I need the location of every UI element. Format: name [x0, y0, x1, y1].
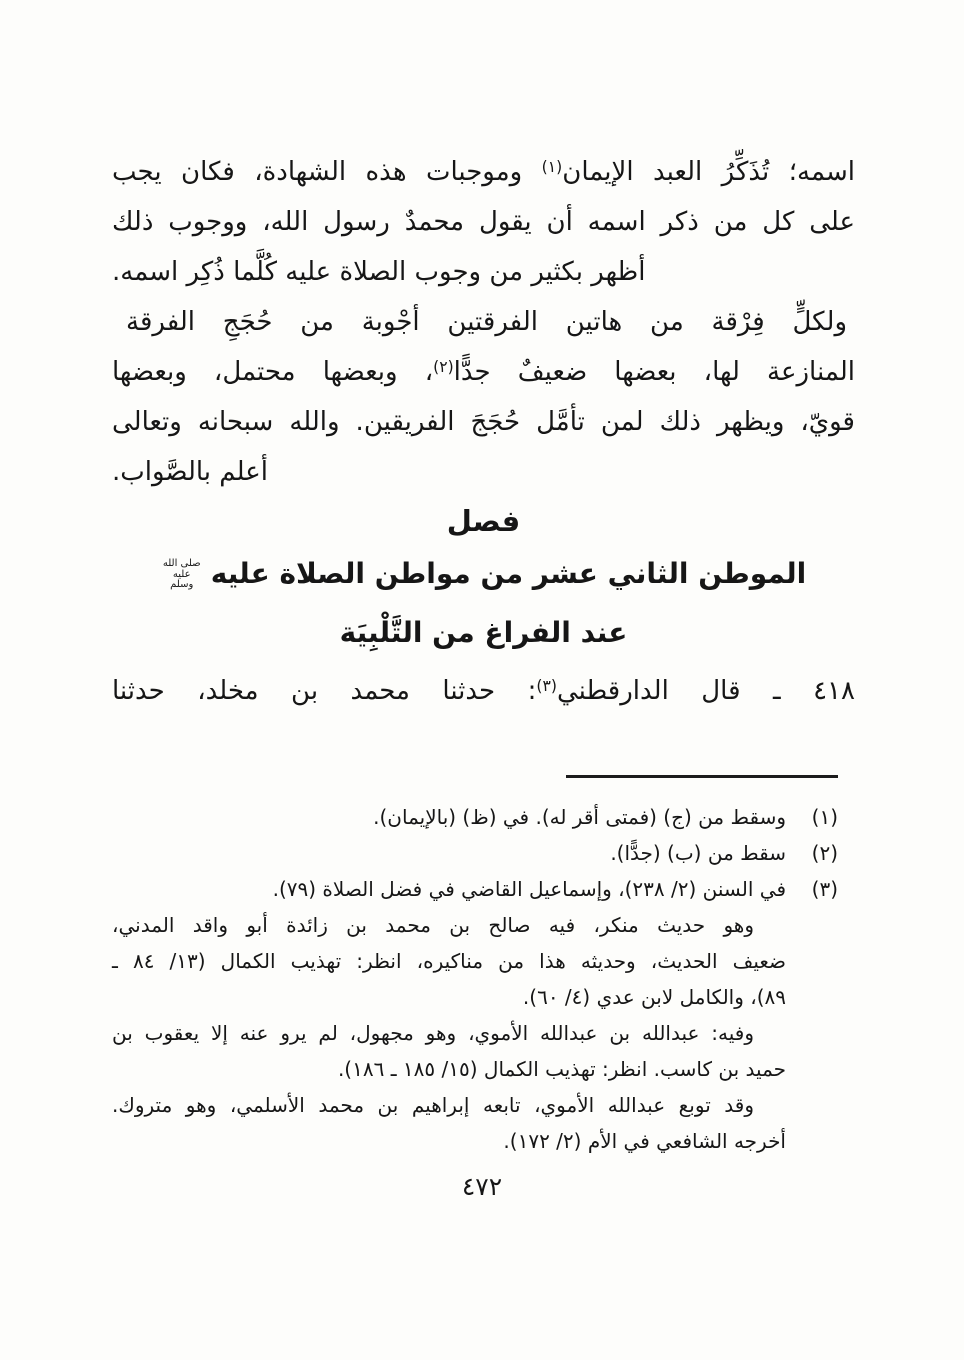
text-line: أعلم بالصَّواب. [112, 457, 268, 487]
footnote-number: (٢) [811, 841, 838, 865]
main-text [112, 147, 855, 719]
text-line: ولكلٍّ فِرْقة من هاتين الفرقتين أجْوبة من حُجَجِ الفرقة [126, 307, 847, 337]
text-line: ٨٩)، والكامل لابن عدي (٤/ ٦٠). [522, 985, 786, 1009]
footnote-text: سقط من (ب) (جدًّا). [610, 841, 786, 865]
footnote-item [112, 871, 838, 907]
footnotes [112, 799, 838, 1159]
page-number: ٤٧٢ [461, 1172, 503, 1201]
text-line: وفيه: عبدالله بن عبدالله الأموي، وهو مجهول، لم يرو عنه إلا يعقوب بن [112, 1021, 754, 1045]
text-line: المنازعة لها، بعضها ضعيفٌ جدًّا$^{(٢)}$، وبعضها محتمل، وبعضها [112, 357, 855, 387]
footnote-text: وسقط من (ج) (فمتى أقر له). في (ظ) (بالإيمان). [373, 805, 786, 829]
hadith-opening [112, 663, 855, 719]
section-heading-fasl: فصل [446, 504, 521, 538]
sallallahu-alayhi-wasallam-symbol: صلى الله عليه وسلم [162, 557, 201, 591]
footnote-text: في السنن (٢/ ٢٣٨)، وإسماعيل القاضي في فضل الصلاة (٧٩). [272, 877, 786, 901]
footnote-item [112, 799, 838, 835]
text-line: ٤١٨ ـ قال الدارقطني$^{(٣)}$: حدثنا محمد بن مخلد، حدثنا [112, 676, 855, 706]
text-line: وهو حديث منكر، فيه صالح بن محمد بن زائدة أبو واقد المدني، [112, 913, 754, 937]
text-line: اسمه؛ تُذَكِّرُ العبد الإيمان$^{(١)}$ وموجبات هذه الشهادة، فكان يجب [112, 157, 855, 187]
footnote-marker: (١) [541, 158, 563, 176]
text-line: وقد توبع عبدالله الأموي، تابعه إبراهيم بن محمد الأسلمي، وهو متروك. [112, 1093, 754, 1117]
paragraph [112, 297, 855, 497]
footnote-separator [566, 775, 838, 778]
footnote-number: (٣) [811, 877, 838, 901]
footnote-marker: (٢) [433, 358, 454, 376]
footnote-marker: (٣) [536, 677, 557, 695]
footnote-number: (١) [811, 805, 838, 829]
text-line: على كل من ذكر اسمه أن يقول محمدٌ رسول الله، ووجوب ذلك [112, 207, 855, 237]
text-line: أظهر بكثير من وجوب الصلاة عليه كُلَّما ذُكِر اسمه. [112, 257, 646, 287]
footnote-item [112, 835, 838, 871]
section-title-line1 [112, 545, 855, 603]
text-line: قويّ، ويظهر ذلك لمن تأمَّل حُجَجَ الفريقين. والله سبحانه وتعالى [112, 407, 855, 437]
section-title-text: الموطن الثاني عشر من مواطن الصلاة عليه [210, 557, 807, 590]
text-line: حميد بن كاسب. انظر: تهذيب الكمال (١٥/ ١٨٥ ـ ١٨٦). [337, 1057, 786, 1081]
text-line: ضعيف الحديث، وحديثه هذا من مناكيره، انظر: تهذيب الكمال (١٣/ ٨٤ ـ [112, 949, 786, 973]
text-line: أخرجه الشافعي في الأم (٢/ ١٧٢). [503, 1129, 786, 1153]
section-title-line2: عند الفراغ من التَّلْبِيَة [339, 616, 628, 649]
paragraph [112, 147, 855, 297]
